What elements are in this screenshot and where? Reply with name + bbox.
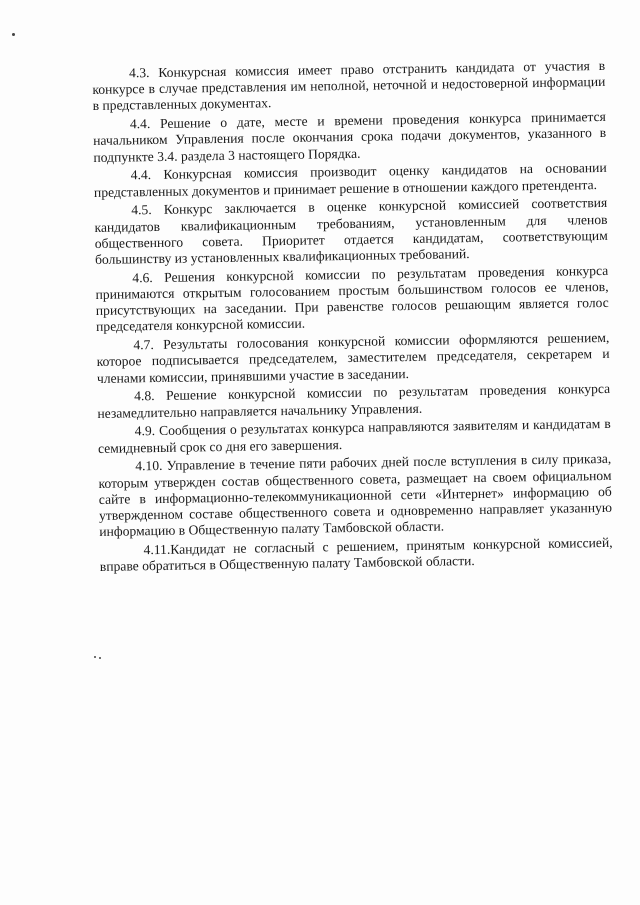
paragraph-4-6: 4.6. Решения конкурсной комиссии по результатам проведения конкурса принимаются открытым голосованием простым большинством голосов ее членов, присутствующих на заседании. При равенстве голосов решающим является голос председателя конкурсной комиссии. <box>95 262 609 335</box>
paragraph-4-5: 4.5. Конкурс заключается в оценке конкурсной комиссией соответствия кандидатов квалификационным требованиям, установленным для членов общественного совета. Приоритет отдается кандидатам, соответствующим большинству из установленных квалификационных требований. <box>94 195 608 267</box>
paragraph-4-3: 4.3. Конкурсная комиссия имеет право отстранить кандидата от участия в конкурсе в случае представления им неполной, неточной и недостоверной информации в представленных документах. <box>92 57 606 114</box>
paragraph-4-7: 4.7. Результаты голосования конкурсной комиссии оформляются решением, которое подписывается председателем, заместителем председателя, секретарем и членами комиссии, принявшими участие в заседании. <box>96 330 610 386</box>
paragraph-4-11: 4.11.Кандидат не согласный с решением, принятым конкурсной комиссией, вправе обратиться в Общественную палату Тамбовской области. <box>99 534 613 575</box>
paragraph-4-8: 4.8. Решение конкурсной комиссии по результатам проведения конкурса незамедлительно направляется начальнику Управления. <box>97 381 611 421</box>
paragraph-4-4-evaluation: 4.4. Конкурсная комиссия производит оценку кандидатов на основании представленных документов и принимает решение в отношении каждого претендента. <box>93 160 607 200</box>
scan-speck <box>12 33 15 36</box>
scan-speck <box>99 657 101 659</box>
paragraph-4-4-decision: 4.4. Решение о дате, месте и времени проведения конкурса принимается начальником Управления после окончания срока подачи документов, указанного в подпункте 3.4. раздела 3 настоящего Порядка. <box>93 109 607 165</box>
document-body <box>92 58 613 578</box>
scan-speck <box>94 656 96 658</box>
paragraph-4-10: 4.10. Управление в течение пяти рабочих дней после вступления в силу приказа, которым утвержден состав общественного совета, размещает на своем официальном сайте в информационно-телекоммуникационной сети «Интернет» информацию об утвержденном составе общественного совета и одновременно направляет указанную информацию в Общественную палату Тамбовской области. <box>98 451 613 540</box>
paragraph-4-9: 4.9. Сообщения о результатах конкурса направляются заявителям и кандидатам в семидневный срок со дня его завершения. <box>97 416 611 456</box>
